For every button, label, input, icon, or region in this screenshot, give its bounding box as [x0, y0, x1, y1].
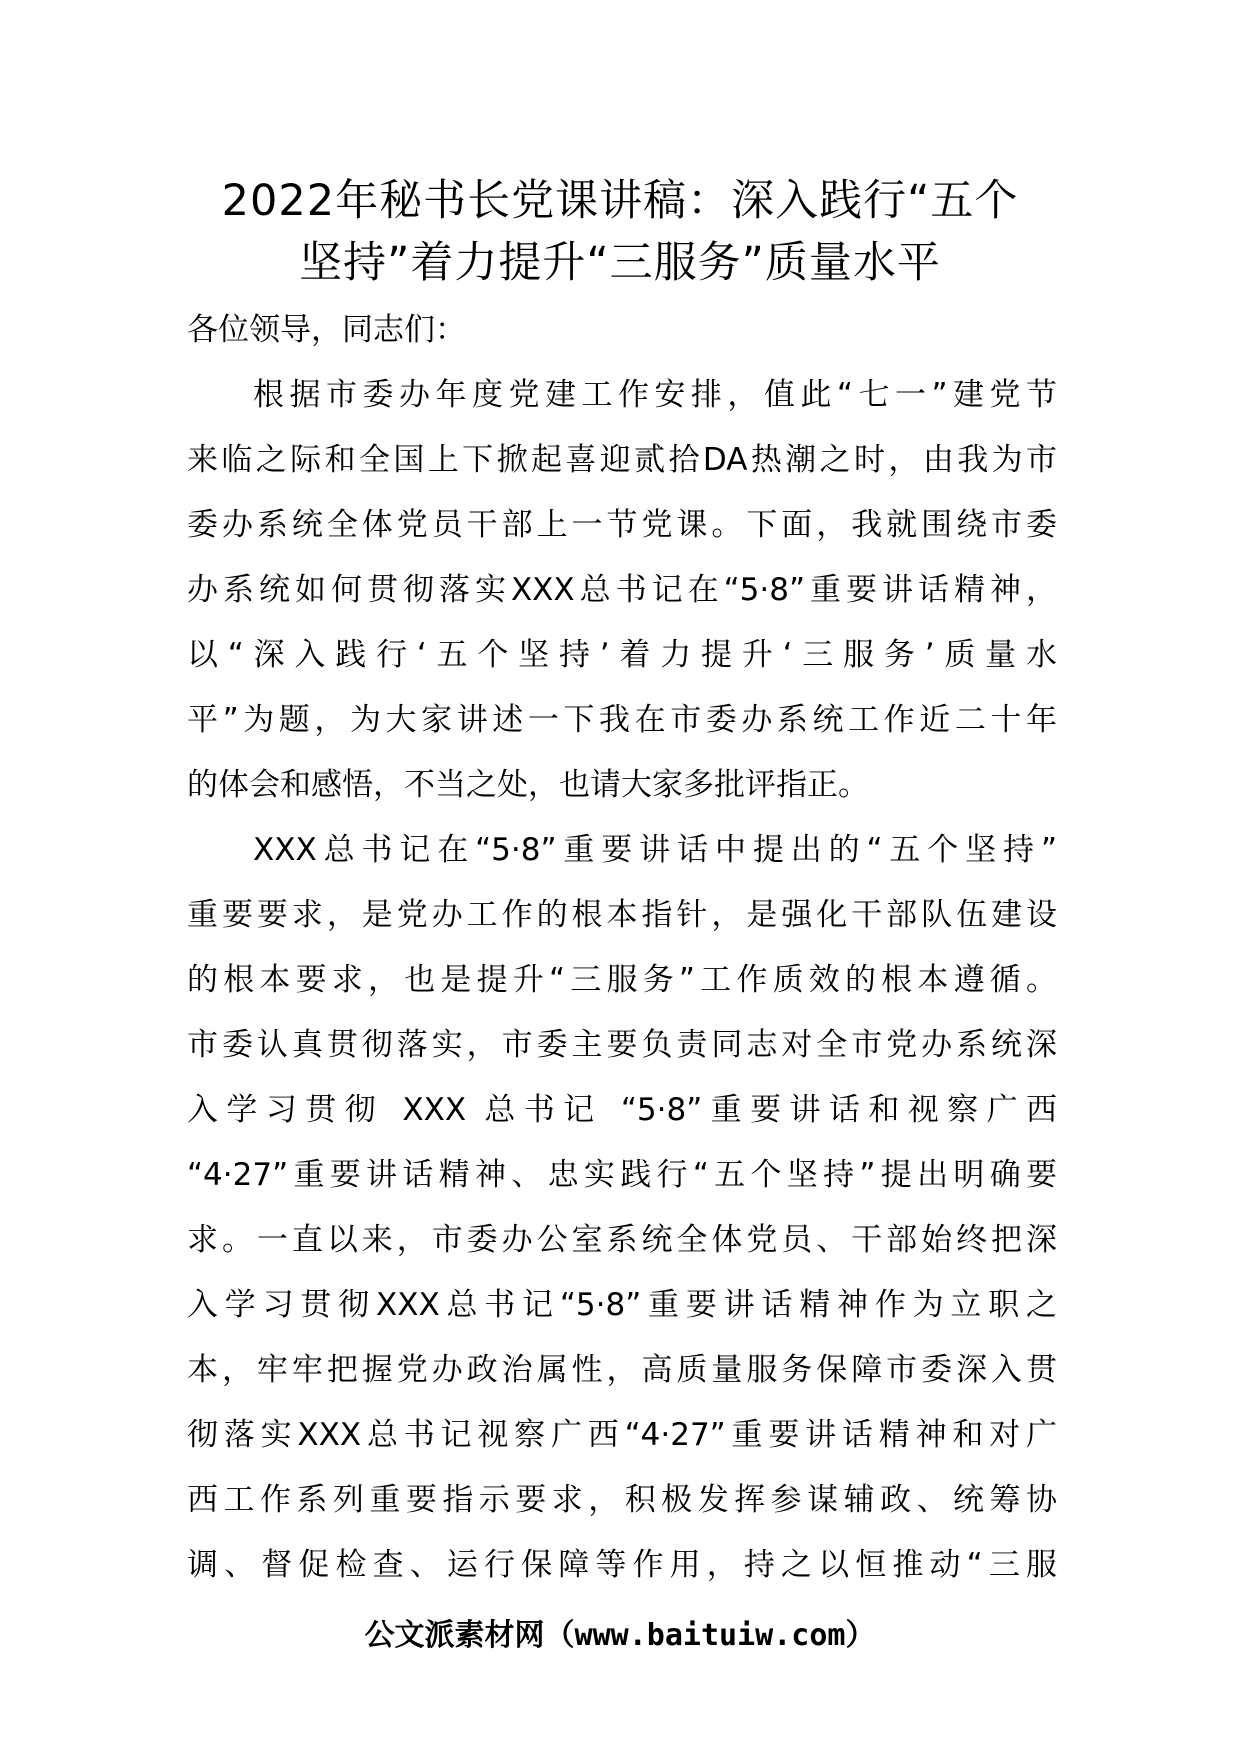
paragraph-line: 以“深入践行‘五个坚持’着力提升‘三服务’质量水 [187, 637, 1057, 673]
paragraph-line: 入学习贯彻 XXX 总书记 “5·8”重要讲话和视察广西 [187, 1092, 1057, 1128]
paragraph-line: 西工作系列重要指示要求，积极发挥参谋辅政、统筹协 [187, 1482, 1057, 1518]
paragraph-line: 本，牢牢把握党办政治属性，高质量服务保障市委深入贯 [187, 1352, 1057, 1388]
paragraph-line: 来临之际和全国上下掀起喜迎贰拾DA热潮之时，由我为市 [187, 442, 1057, 478]
paragraph-line: 市委认真贯彻落实，市委主要负责同志对全市党办系统深 [187, 1027, 1057, 1063]
salutation: 各位领导，同志们： [187, 312, 466, 348]
footer-url: www.baituiw.com [574, 1618, 846, 1653]
paragraph-line: 重要要求，是党办工作的根本指针，是强化干部队伍建设 [187, 897, 1057, 933]
footer-watermark [150, 1608, 1090, 1664]
paragraph-line: 办系统如何贯彻落实XXX总书记在“5·8”重要讲话精神， [187, 572, 1057, 608]
paragraph-line: 委办系统全体党员干部上一节党课。下面，我就围绕市委 [187, 507, 1057, 543]
paragraph-line: XXX总书记在“5·8”重要讲话中提出的“五个坚持” [253, 832, 1057, 868]
paragraph-line: 根据市委办年度党建工作安排，值此“七一”建党节 [253, 377, 1057, 413]
document-body [187, 298, 1057, 1598]
paragraph-line: 彻落实XXX总书记视察广西“4·27”重要讲话精神和对广 [187, 1417, 1057, 1453]
document-title [150, 170, 1090, 294]
paragraph-line: 入学习贯彻XXX总书记“5·8”重要讲话精神作为立职之 [187, 1287, 1057, 1323]
paragraph-line: 求。一直以来，市委办公室系统全体党员、干部始终把深 [187, 1222, 1057, 1258]
footer-site-name: 公文派素材网 [364, 1618, 545, 1653]
paragraph-line: 的根本要求，也是提升“三服务”工作质效的根本遵循。 [187, 962, 1057, 998]
title-line-1: 2022年秘书长党课讲稿：深入践行“五个 [221, 176, 1019, 226]
paragraph-line: “4·27”重要讲话精神、忠实践行“五个坚持”提出明确要 [187, 1157, 1057, 1193]
title-line-2: 坚持”着力提升“三服务”质量水平 [299, 238, 941, 288]
footer-open-paren: （ [544, 1618, 575, 1653]
footer-close-paren: ） [845, 1618, 876, 1653]
paragraph-line: 的体会和感悟，不当之处，也请大家多批评指正。 [187, 767, 869, 803]
paragraph-line: 调、督促检查、运行保障等作用，持之以恒推动“三服 [187, 1547, 1057, 1583]
paragraph-line: 平”为题，为大家讲述一下我在市委办系统工作近二十年 [187, 702, 1057, 738]
